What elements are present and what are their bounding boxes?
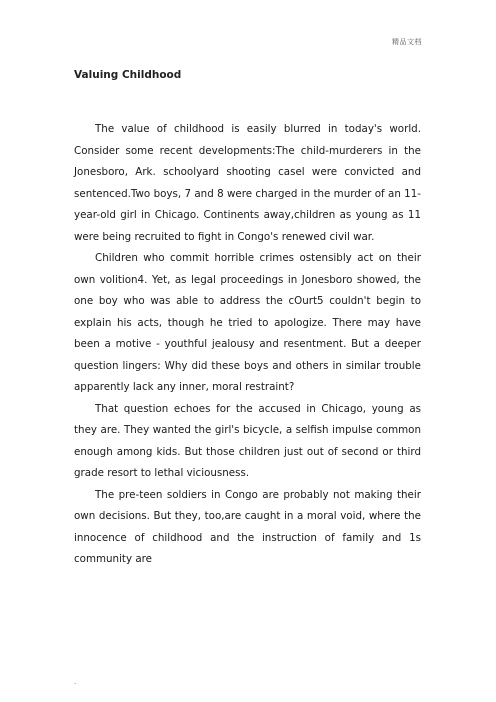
header-watermark: 精品文档: [392, 38, 422, 46]
paragraph-1: The value of childhood is easily blurred in today's world. Consider some recent developments:The child-murderers in the Jonesboro, Ark. schoolyard shooting casel were convicted and sentenced.Two boys, 7 and 8 were charged in the murder of an 11-year-old girl in Chicago. Continents away,children as young as 11 were being recruited to fight in Congo's renewed civil war.: [74, 123, 421, 243]
paragraph-2: Children who commit horrible crimes ostensibly act on their own volition4. Yet, as legal proceedings in Jonesboro showed, the one boy who was able to address the cOurt5 couldn't begin to explain his acts, though he tried to apologize. There may have been a motive - youthful jealousy and resentment. But a deeper question lingers: Why did these boys and others in similar trouble apparently lack any inner, moral restraint?: [74, 252, 421, 393]
document-body: [74, 119, 421, 571]
document-title: Valuing Childhood: [74, 69, 182, 81]
paragraph-4: The pre-teen soldiers in Congo are probably not making their own decisions. But they, too,are caught in a moral void, where the innocence of childhood and the instruction of family and 1s community are: [74, 488, 421, 565]
paragraph-3: That question echoes for the accused in Chicago, young as they are. They wanted the girl's bicycle, a selfish impulse common enough among kids. But those children just out of second or third grade resort to lethal viciousness.: [74, 402, 421, 479]
footer-mark: .: [74, 678, 77, 686]
